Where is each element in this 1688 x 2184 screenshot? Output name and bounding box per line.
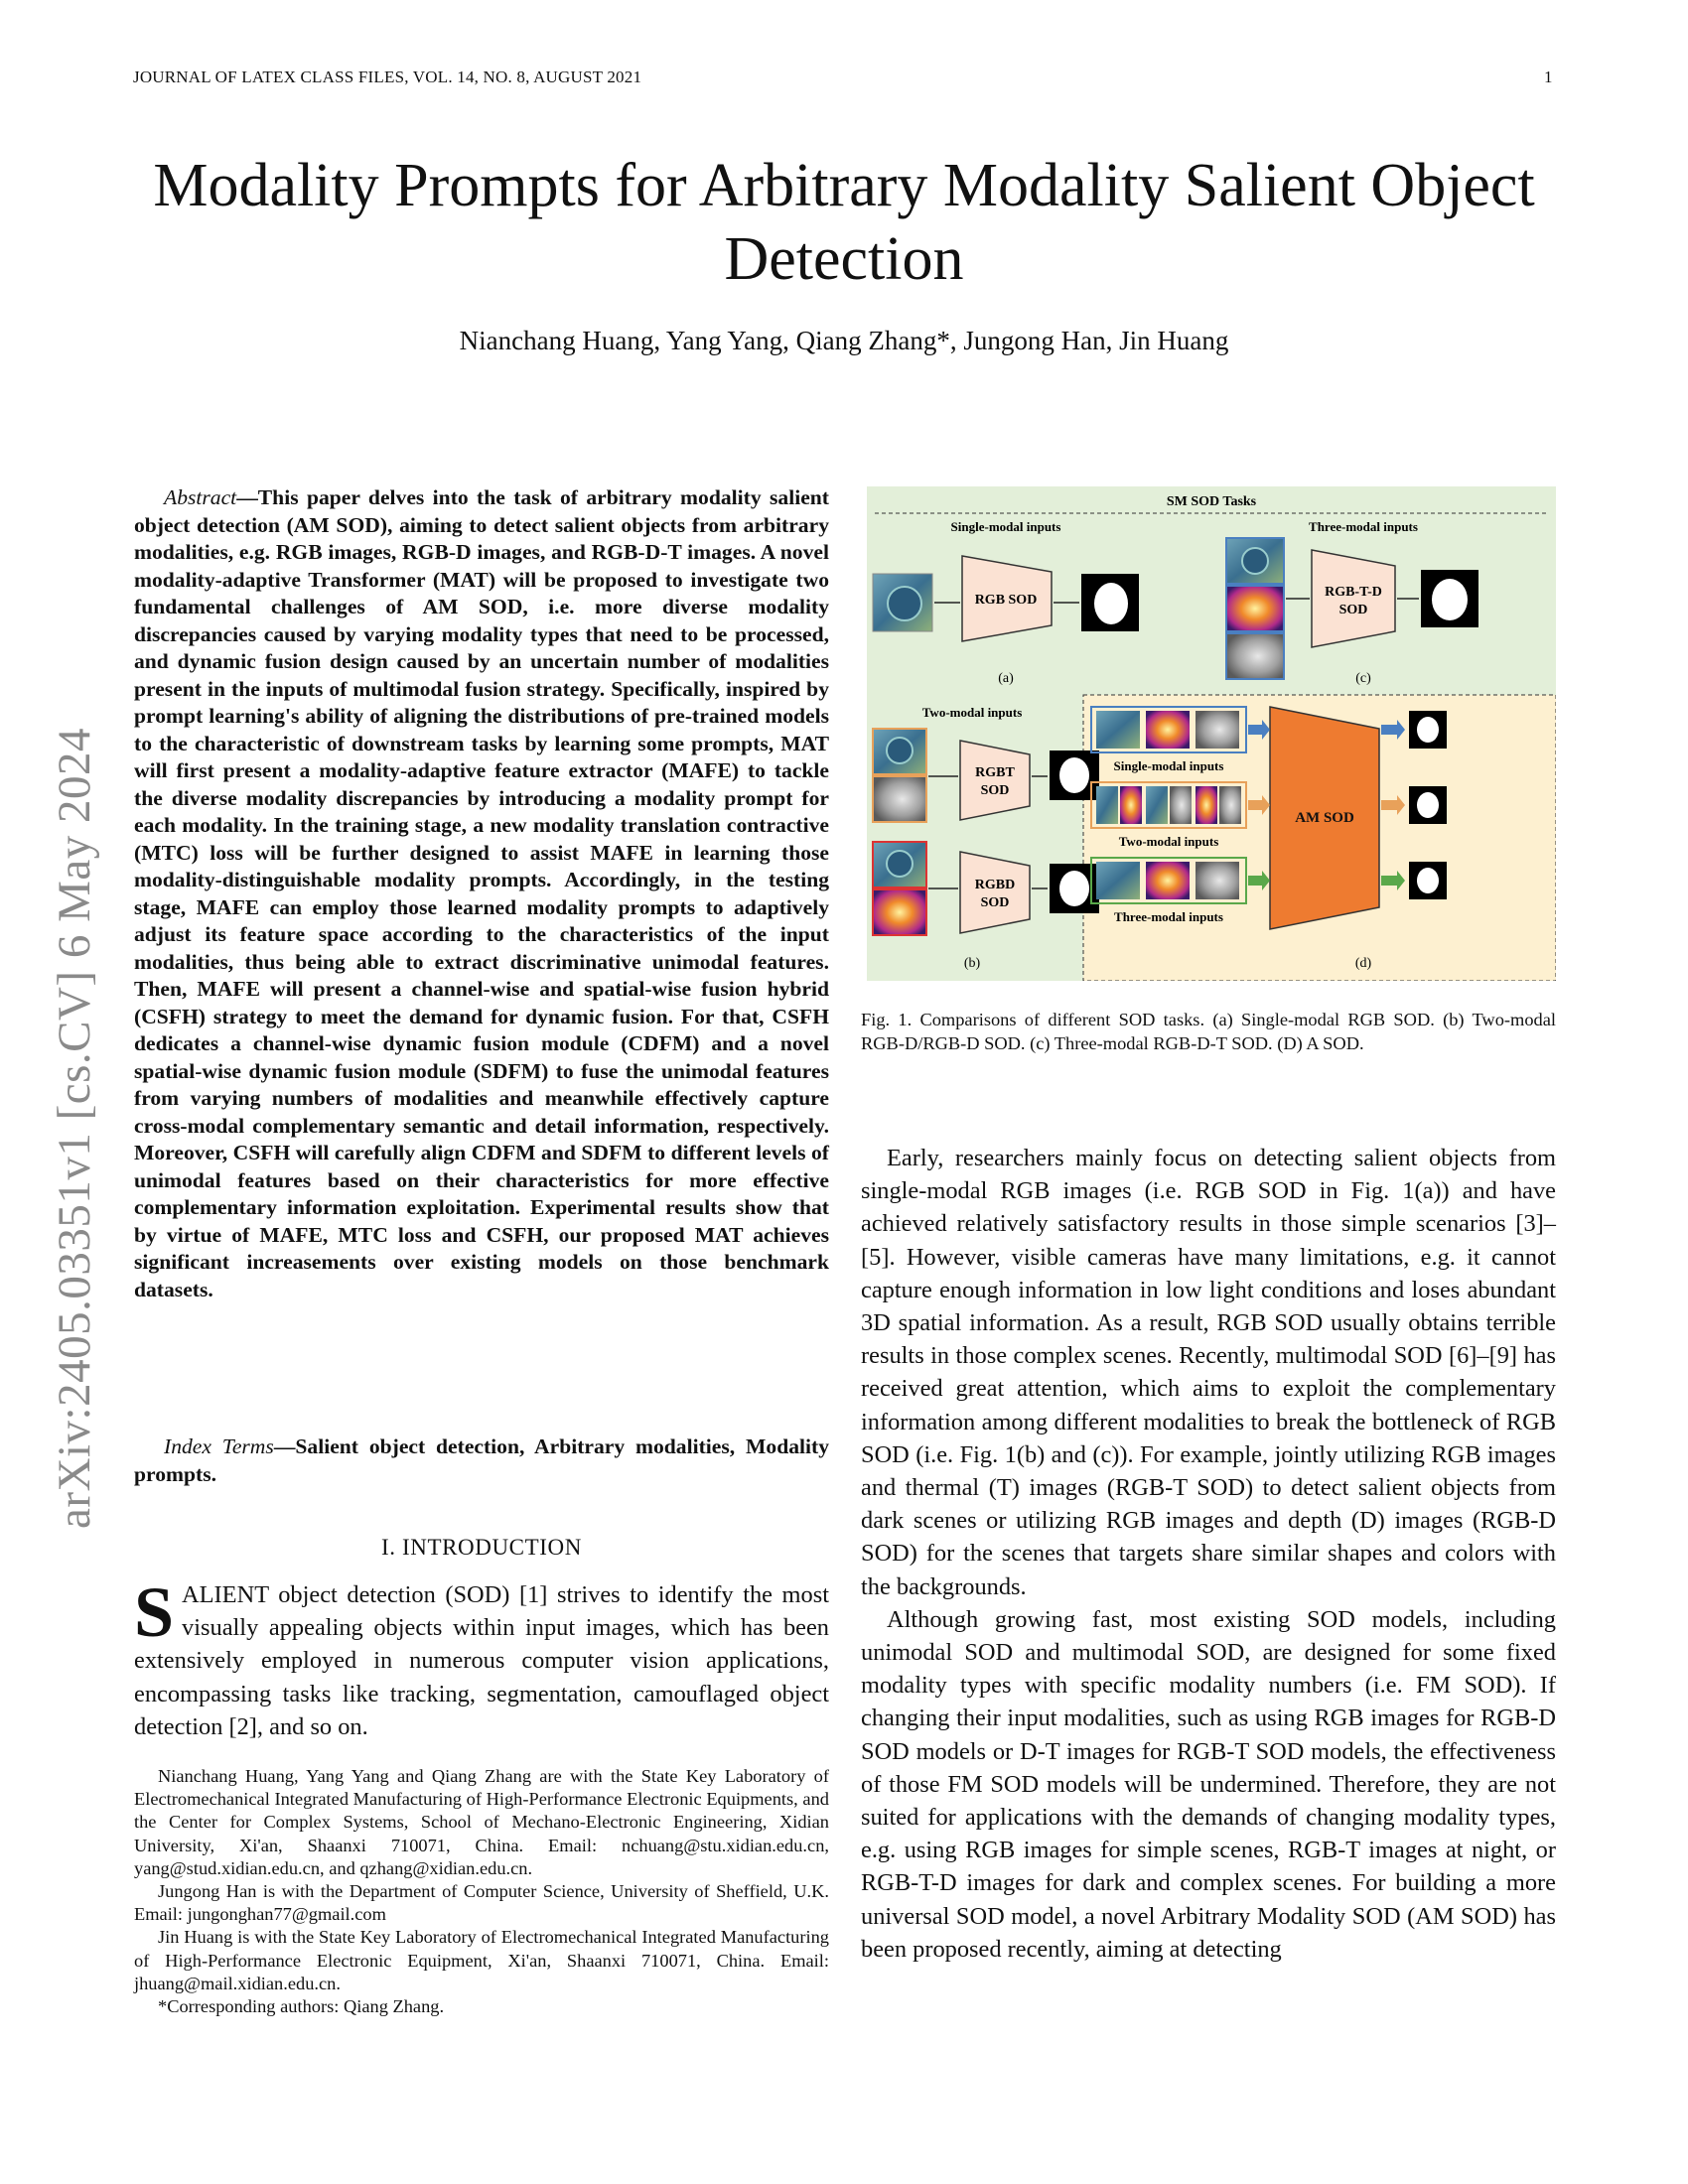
rgbt-sod-label-1: RGBT: [975, 765, 1015, 780]
footnote-affiliation-1: Nianchang Huang, Yang Yang and Qiang Zhang are with the State Key Laboratory of Electromechanical Integrated Manufacturing of High-Performance Electronic Equipments, and the Center for Complex Systems, School of Mechano-Electronic Engineering, Xidian University, Xi'an, Shaanxi 710071, China. Email: nchuang@stu.xidian.edu.cn, yang@stud.xidian.edu.cn, and qzhang@xidian.edu.cn.: [134, 1766, 829, 1878]
panel-d-label: (d): [1354, 956, 1372, 971]
arxiv-side-stamp: arXiv:2405.03351v1 [cs.CV] 6 May 2024: [49, 728, 100, 1529]
fig-single-modal-label: Single-modal inputs: [950, 519, 1061, 534]
abstract-lead: Abstract: [164, 485, 237, 509]
d-three-modal-label: Three-modal inputs: [1114, 909, 1223, 924]
index-terms-lead: Index Terms: [164, 1434, 274, 1458]
fig-top-banner: SM SOD Tasks: [1166, 494, 1257, 509]
section-heading: I. INTRODUCTION: [381, 1535, 582, 1560]
abstract: [134, 484, 829, 1303]
page-number: 1: [1544, 68, 1553, 86]
fig-three-modal-label: Three-modal inputs: [1309, 519, 1418, 534]
author-list: Nianchang Huang, Yang Yang, Qiang Zhang*, Jungong Han, Jin Huang: [459, 326, 1229, 355]
am-sod-label: AM SOD: [1295, 810, 1354, 826]
rgbd-sod-label-1: RGBD: [974, 878, 1016, 892]
right-column-body: [861, 1142, 1556, 1966]
rgbtd-sod-label-1: RGB-T-D: [1325, 585, 1382, 600]
footnote-corresponding: *Corresponding authors: Qiang Zhang.: [158, 1996, 445, 2017]
rgbd-sod-label-2: SOD: [980, 895, 1010, 910]
d-single-modal-label: Single-modal inputs: [1113, 758, 1224, 773]
rgb-sod-label: RGB SOD: [974, 593, 1038, 608]
paper-title: Modality Prompts for Arbitrary Modality Salient Object Detection: [153, 152, 1535, 293]
panel-a-label: (a): [998, 671, 1014, 686]
intro-text: ALIENT object detection (SOD) [1] strives to identify the most visually appealing objects within input images, which has been extensively employed in numerous computer vision applications, encompassing tasks like tracking, segmentation, camouflaged object detection [2], and so on.: [134, 1581, 829, 1740]
figure-caption: Fig. 1. Comparisons of different SOD tasks. (a) Single-modal RGB SOD. (b) Two-modal RGB-D/RGB-D SOD. (c) Three-modal RGB-D-T SOD. (D) A SOD.: [861, 1010, 1556, 1053]
panel-b-label: (b): [963, 956, 981, 971]
index-terms-text: —Salient object detection, Arbitrary modalities, Modality prompts.: [134, 1434, 829, 1486]
footnote-affiliation-3: Jin Huang is with the State Key Laboratory of Electromechanical Integrated Manufacturing of High-Performance Electronic Equipment, Xi'an, Shaanxi 710071, China. Email: jhuang@mail.xidian.edu.cn.: [134, 1927, 829, 1993]
footnotes: [134, 1765, 829, 2018]
rgbt-sod-label-2: SOD: [980, 783, 1010, 798]
panel-c-label: (c): [1355, 671, 1371, 686]
d-two-modal-label: Two-modal inputs: [1118, 834, 1219, 849]
abstract-text: —This paper delves into the task of arbitrary modality salient object detection (AM SOD), aiming to detect salient objects from arbitrary modalities, e.g. RGB images, RGB-D images, and RGB-D-T images. A novel modality-adaptive Transformer (MAT) will be proposed to investigate two fundamental challenges of AM SOD, i.e. more diverse modality discrepancies caused by varying modality types that need to be processed, and dynamic fusion design caused by an uncertain number of modalities present in the inputs of multimodal fusion strategy. Specifically, inspired by prompt learning's ability of aligning the distributions of pre-trained models to the characteristic of downstream tasks by learning some prompts, MAT will first present a modality-adaptive feature extractor (MAFE) to tackle the diverse modality discrepancies by introducing a modality prompt for each modality. In the training stage, a new modality translation contractive (MTC) loss will be further designed to assist MAFE in learning those modality-distinguishable modality prompts. Accordingly, in the testing stage, MAFE can employ those learned modality prompts to adaptively adjust its feature space according to the characteristics of the input modalities, thus being able to extract discriminative unimodal features. Then, MAFE will present a channel-wise and spatial-wise fusion hybrid (CSFH) strategy to meet the demand for dynamic fusion. For that, CSFH dedicates a channel-wise dynamic fusion module (CDFM) and a novel spatial-wise dynamic fusion module (SDFM) to fuse the unimodal features from varying numbers of modalities and meanwhile effectively capture cross-modal complementary semantic and detail information, respectively. Moreover, CSFH will carefully align CDFM and SDFM to different levels of unimodal features based on their characteristics for more effective complementary information exploitation. Experimental results show that by virtue of MAFE, MTC loss and CSFH, our proposed MAT achieves significant increasements over existing models on those benchmark datasets.: [134, 485, 829, 1301]
dropcap: S: [134, 1572, 175, 1652]
running-head: JOURNAL OF LATEX CLASS FILES, VOL. 14, NO. 8, AUGUST 2021: [133, 68, 642, 86]
body-paragraph-2: Although growing fast, most existing SOD models, including unimodal SOD and multimodal SOD, are designed for some fixed modality types with specific modality numbers (i.e. FM SOD). If changing their input modalities, such as using RGB images for RGB-D SOD models or D-T images for RGB-T SOD models, the effectiveness of those FM SOD models will be undermined. Therefore, they are not suited for applications with the demands of changing modality types, e.g. using RGB images for simple scenes, RGB-T images at night, or RGB-T-D images for dark and complex scenes. For building a more universal SOD model, a novel Arbitrary Modality SOD (AM SOD) has been proposed recently, aiming at detecting: [861, 1605, 1556, 1963]
footnote-affiliation-2: Jungong Han is with the Department of Computer Science, University of Sheffield, U.K. Email: jungonghan77@gmail.com: [134, 1881, 829, 1925]
intro-paragraph: [134, 1572, 829, 1743]
fig-two-modal-label: Two-modal inputs: [921, 705, 1023, 720]
rgbtd-sod-label-2: SOD: [1338, 603, 1368, 617]
index-terms: [134, 1433, 829, 1488]
figure-1: [867, 486, 1556, 981]
body-paragraph-1: Early, researchers mainly focus on detecting salient objects from single-modal RGB images (i.e. RGB SOD in Fig. 1(a)) and have achieved relatively satisfactory results in those simple scenarios [3]–[5]. However, visible cameras have many limitations, e.g. it cannot capture enough information in low light conditions and loses abundant 3D spatial information. As a result, RGB SOD usually obtains terrible results in those complex scenes. Recently, multimodal SOD [6]–[9] has received great attention, which aims to exploit the complementary information among different modalities to break the bottleneck of RGB SOD (i.e. Fig. 1(b) and (c)). For example, jointly utilizing RGB images and thermal (T) images (RGB-T SOD) to detect salient objects from dark scenes or utilizing RGB images and depth (D) images (RGB-D SOD) for the scenes that targets share similar shapes and colors with the backgrounds.: [861, 1145, 1556, 1600]
